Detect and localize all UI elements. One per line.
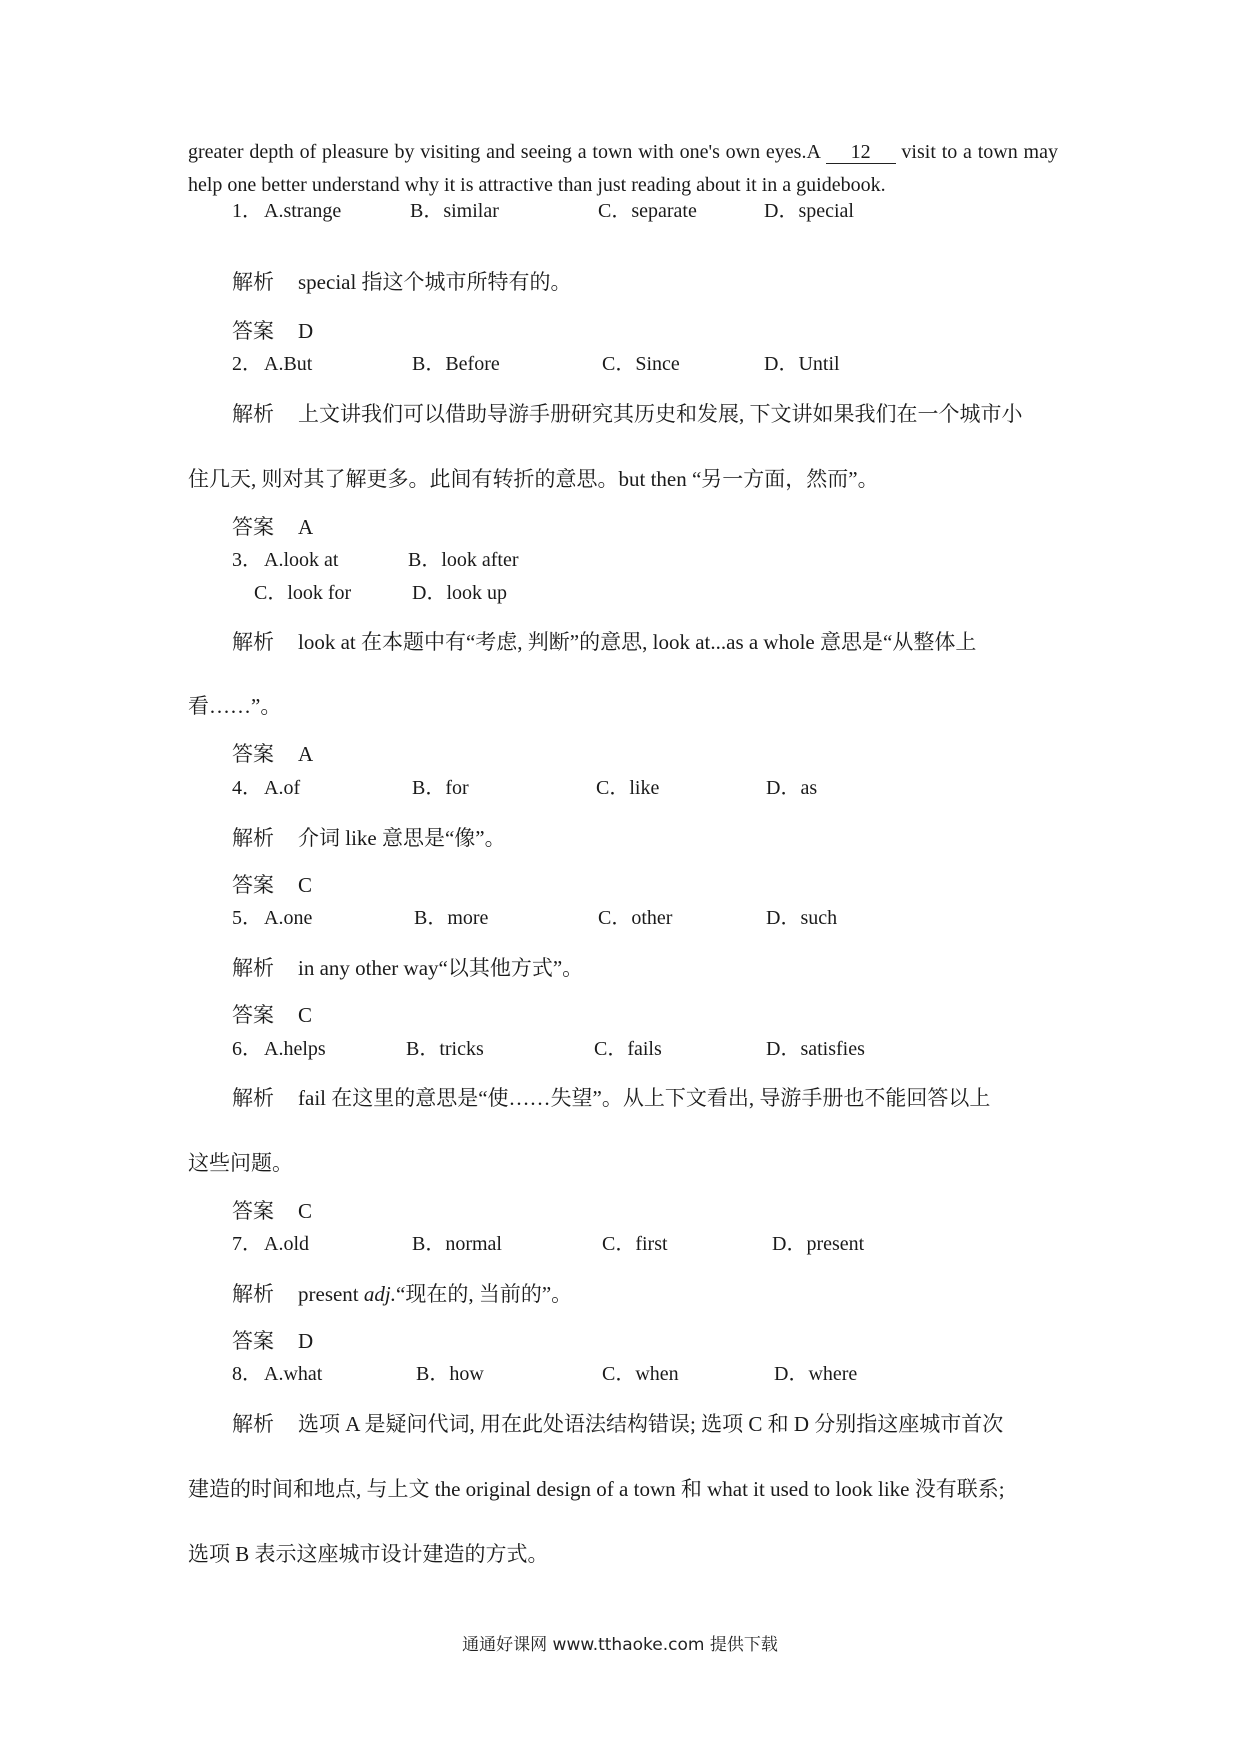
q1-answer — [232, 317, 313, 345]
q6-analysis — [232, 1084, 990, 1112]
q4-option-d: D．as — [766, 777, 818, 799]
q2-analysis — [232, 400, 1023, 428]
q2-answer — [232, 513, 313, 541]
q7-num: 7． — [232, 1233, 262, 1255]
q6-option-b: B．tricks — [406, 1038, 484, 1060]
q5-option-d: D．such — [766, 907, 838, 929]
blank-12: 12 — [826, 141, 896, 164]
q4-option-c: C．like — [596, 777, 660, 799]
q2-analysis-line1: 上文讲我们可以借助导游手册研究其历史和发展, 下文讲如果我们在一个城市小 — [298, 402, 1023, 426]
q8-num: 8． — [232, 1363, 262, 1385]
q8-option-c: C．when — [602, 1363, 679, 1385]
q4-analysis-text: 介词 like 意思是“像”。 — [298, 826, 506, 850]
q6-option-a: A.helps — [264, 1038, 326, 1060]
q2-answer-value: A — [298, 515, 314, 539]
q7-answer-value: D — [298, 1329, 314, 1353]
q8-analysis-cont-1 — [188, 1475, 1005, 1503]
footer-download-note: 通通好课网 www.tthaoke.com 提供下载 — [462, 1635, 778, 1655]
q7-option-d: D．present — [772, 1233, 865, 1255]
q5-option-b: B．more — [414, 907, 489, 929]
q1-num: 1． — [232, 200, 262, 222]
analysis-label: 解析 — [232, 826, 274, 850]
analysis-label: 解析 — [232, 402, 274, 426]
q2-option-d: D．Until — [764, 353, 840, 375]
q2-option-c: C．Since — [602, 353, 680, 375]
q4-option-a: A.of — [264, 777, 301, 799]
q3-option-a: A.look at — [264, 549, 339, 571]
q7-analysis-post: “现在的, 当前的”。 — [396, 1282, 573, 1306]
passage-text — [188, 136, 1058, 202]
answer-label: 答案 — [232, 1199, 274, 1223]
q7-option-b: B．normal — [412, 1233, 502, 1255]
q6-answer — [232, 1197, 312, 1225]
q4-num: 4． — [232, 777, 262, 799]
analysis-label: 解析 — [232, 630, 274, 654]
q7-option-c: C．first — [602, 1233, 668, 1255]
q7-option-a: A.old — [264, 1233, 309, 1255]
q3-option-d: D．look up — [412, 582, 507, 604]
q8-option-a: A.what — [264, 1363, 323, 1385]
answer-label: 答案 — [232, 319, 274, 343]
answer-label: 答案 — [232, 873, 274, 897]
analysis-label: 解析 — [232, 270, 274, 294]
analysis-label: 解析 — [232, 1282, 274, 1306]
q2-analysis-cont — [188, 465, 879, 493]
q3-analysis-cont — [188, 692, 281, 720]
q6-analysis-cont — [188, 1149, 293, 1177]
q1-analysis-text: special 指这个城市所特有的。 — [298, 270, 572, 294]
q6-option-c: C．fails — [594, 1038, 662, 1060]
q4-answer-value: C — [298, 873, 313, 897]
q3-option-b: B．look after — [408, 549, 519, 571]
analysis-label: 解析 — [232, 1412, 274, 1436]
q3-analysis-line2: 看……”。 — [188, 694, 282, 718]
q8-option-b: B．how — [416, 1363, 484, 1385]
q1-option-d: D．special — [764, 200, 854, 222]
q8-analysis-line1: 选项 A 是疑问代词, 用在此处语法结构错误; 选项 C 和 D 分别指这座城市首次 — [298, 1412, 1004, 1436]
q1-option-c: C．separate — [598, 200, 697, 222]
q5-answer — [232, 1001, 312, 1029]
analysis-label: 解析 — [232, 1086, 274, 1110]
q3-option-c: C．look for — [254, 582, 352, 604]
q6-answer-value: C — [298, 1199, 313, 1223]
q4-option-b: B．for — [412, 777, 469, 799]
q4-analysis — [232, 824, 506, 852]
q3-answer-value: A — [298, 742, 314, 766]
q1-answer-value: D — [298, 319, 314, 343]
q5-option-a: A.one — [264, 907, 313, 929]
q8-option-d: D．where — [774, 1363, 858, 1385]
q5-analysis-text: in any other way“以其他方式”。 — [298, 956, 584, 980]
passage-before-blank: greater depth of pleasure by visiting and seeing a town with one's own eyes.A — [188, 141, 826, 163]
q2-num: 2． — [232, 353, 262, 375]
q5-num: 5． — [232, 907, 262, 929]
q5-analysis — [232, 954, 583, 982]
answer-label: 答案 — [232, 515, 274, 539]
q1-analysis — [232, 268, 572, 296]
q2-option-b: B．Before — [412, 353, 500, 375]
passage-after-blank: visit to a town may help one better understand why it is attractive than just reading about it in a guidebook. — [188, 141, 1058, 196]
answer-label: 答案 — [232, 1003, 274, 1027]
q7-analysis — [232, 1280, 572, 1308]
answer-label: 答案 — [232, 742, 274, 766]
q5-answer-value: C — [298, 1003, 313, 1027]
q7-answer — [232, 1327, 313, 1355]
analysis-label: 解析 — [232, 956, 274, 980]
q6-num: 6． — [232, 1038, 262, 1060]
q8-analysis — [232, 1410, 1003, 1438]
q3-analysis — [232, 628, 976, 656]
q7-analysis-pre: present — [298, 1282, 364, 1306]
q3-analysis-line1: look at 在本题中有“考虑, 判断”的意思, look at...as a whole 意思是“从整体上 — [298, 630, 977, 654]
q1-option-a: A.strange — [264, 200, 342, 222]
q3-answer — [232, 740, 313, 768]
q2-analysis-line2: 住几天, 则对其了解更多。此间有转折的意思。but then “另一方面，然而”。 — [188, 467, 879, 491]
q6-analysis-line2: 这些问题。 — [188, 1151, 293, 1175]
q1-option-b: B．similar — [410, 200, 499, 222]
q6-option-d: D．satisfies — [766, 1038, 865, 1060]
q7-analysis-italic: adj. — [363, 1282, 396, 1306]
q8-analysis-line3: 选项 B 表示这座城市设计建造的方式。 — [188, 1542, 549, 1566]
q3-num: 3． — [232, 549, 262, 571]
q5-option-c: C．other — [598, 907, 673, 929]
q2-option-a: A.But — [264, 353, 313, 375]
q8-analysis-cont-2 — [188, 1540, 549, 1568]
q6-analysis-line1: fail 在这里的意思是“使……失望”。从上下文看出, 导游手册也不能回答以上 — [298, 1086, 991, 1110]
q4-answer — [232, 871, 312, 899]
q8-analysis-line2: 建造的时间和地点, 与上文 the original design of a town 和 what it used to look like 没有联系; — [188, 1477, 1005, 1501]
answer-label: 答案 — [232, 1329, 274, 1353]
